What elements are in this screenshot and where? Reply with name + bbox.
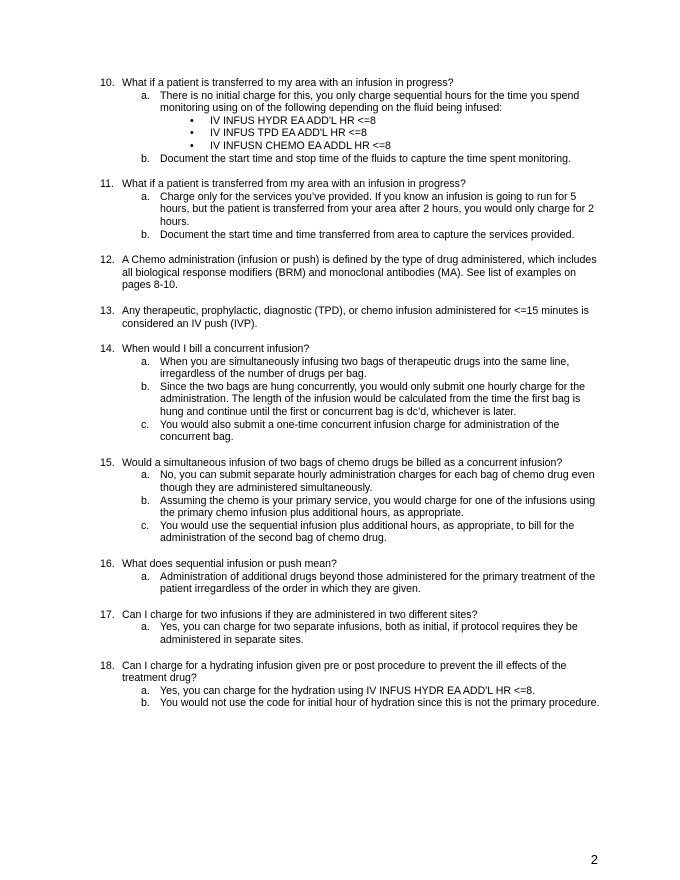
answer-text: Document the start time and stop time of the fluids to capture the time spent monitoring.: [160, 152, 572, 165]
answer-text: No, you can submit separate hourly administration charges for each bag of chemo drug even though they are administered simultaneously.: [160, 469, 595, 495]
answer-item: [122, 191, 602, 229]
answer-item: [122, 381, 602, 419]
answer-letter: b.: [141, 697, 150, 710]
question-number: 11.: [100, 178, 114, 191]
question-number: 16.: [100, 558, 115, 570]
bullet-dot-icon: •: [190, 127, 194, 140]
question-14: [100, 343, 602, 444]
answer-item: [122, 356, 602, 381]
answer-item: [122, 495, 602, 520]
question-11: [100, 178, 602, 241]
bullet-text: IV INFUS HYDR EA ADD'L HR <=8: [210, 114, 376, 127]
question-number: 12.: [100, 254, 115, 267]
answer-text: Since the two bags are hung concurrently, you would only submit one hourly charge for the administration. The length of the infusion would be calculated from the time the first bag is hung and continue until the first or concurrent bag is dc’d, whichever is later.: [160, 380, 585, 419]
question-17: [100, 609, 602, 647]
answer-text: When you are simultaneously infusing two bags of therapeutic drugs into the same line, irregardless of the number of drugs per bag.: [160, 355, 570, 381]
answer-letter: b.: [141, 494, 150, 507]
faq-list: [100, 77, 602, 723]
question-text: A Chemo administration (infusion or push) is defined by the type of drug administered, which includes all biological response modifiers (BRM) and monoclonal antibodies (MA). See list of examples on pages 8-10.: [122, 254, 597, 292]
question-12: [100, 254, 602, 292]
answer-letter: a.: [141, 89, 150, 102]
question-text: Can I charge for a hydrating infusion given pre or post procedure to prevent the ill effects of the treatment drug?: [122, 659, 567, 685]
bullet-dot-icon: •: [190, 139, 194, 152]
question-number: 15.: [100, 456, 115, 469]
answer-letter: a.: [141, 684, 150, 697]
answer-letter: a.: [141, 621, 150, 634]
answer-item: [122, 520, 602, 545]
question-text: When would I bill a concurrent infusion?: [122, 343, 310, 356]
question-13: [100, 305, 602, 330]
question-number: 13.: [100, 304, 115, 317]
question-text: What if a patient is transferred from my area with an infusion in progress?: [122, 178, 466, 191]
question-number: 10.: [100, 77, 115, 89]
page-number: 2: [590, 852, 598, 867]
answer-item: [122, 229, 602, 242]
answer-text: You would not use the code for initial hour of hydration since this is not the primary procedure.: [160, 697, 600, 710]
answer-letter: c.: [141, 519, 150, 532]
question-text: Can I charge for two infusions if they are administered in two different sites?: [122, 608, 478, 621]
answer-text: Document the start time and time transferred from area to capture the services provided.: [160, 228, 575, 241]
answer-item: [122, 90, 602, 115]
answer-item: [122, 685, 602, 698]
question-number: 18.: [100, 659, 115, 672]
bullet-item: [122, 115, 602, 128]
question-10: [100, 77, 602, 165]
answer-text: Assuming the chemo is your primary service, you would charge for one of the infusions using the primary chemo infusion plus additional hours, as appropriate.: [160, 494, 596, 520]
question-text: What if a patient is transferred to my area with an infusion in progress?: [122, 77, 454, 89]
answer-letter: b.: [141, 380, 150, 393]
answer-item: [122, 153, 602, 166]
answer-letter: c.: [141, 418, 150, 431]
bullet-text: IV INFUSN CHEMO EA ADDL HR <=8: [210, 139, 391, 152]
answer-text: Yes, you can charge for the hydration using IV INFUS HYDR EA ADD'L HR <=8.: [160, 684, 536, 697]
answer-text: You would also submit a one-time concurrent infusion charge for administration of the concurrent bag.: [160, 418, 560, 444]
answer-item: [122, 469, 602, 494]
answer-item: [122, 697, 602, 710]
question-text: What does sequential infusion or push mean?: [122, 558, 337, 570]
question-number: 14.: [100, 343, 115, 356]
question-text: Any therapeutic, prophylactic, diagnostic (TPD), or chemo infusion administered for <=15 minutes is considered an IV push (IVP).: [122, 304, 589, 330]
answer-text: Yes, you can charge for two separate infusions, both as initial, if protocol requires they be administered in separate sites.: [160, 621, 578, 646]
answer-text: Administration of additional drugs beyond those administered for the primary treatment of the patient irregardless of the order in which they are given.: [160, 570, 596, 596]
answer-text: You would use the sequential infusion plus additional hours, as appropriate, to bill for the administration of the second bag of chemo drug.: [160, 519, 575, 545]
question-number: 17.: [100, 608, 115, 621]
question-18: [100, 660, 602, 710]
bullet-text: IV INFUS TPD EA ADD'L HR <=8: [210, 127, 367, 140]
answer-item: [122, 571, 602, 596]
bullet-item: [122, 127, 602, 140]
answer-item: [122, 621, 602, 646]
answer-text: There is no initial charge for this, you only charge sequential hours for the time you spend monitoring using on of the following depending on the fluid being infused:: [160, 89, 580, 115]
bullet-dot-icon: •: [190, 114, 194, 127]
answer-text: Charge only for the services you’ve provided. If you know an infusion is going to run for 5 hours, but the patient is transferred from your area after 2 hours, you would only charge for 2 hours.: [160, 190, 594, 228]
answer-letter: a.: [141, 570, 150, 583]
answer-letter: b.: [141, 152, 150, 165]
question-16: [100, 558, 602, 596]
bullet-item: [122, 140, 602, 153]
answer-letter: b.: [141, 228, 150, 241]
question-15: [100, 457, 602, 545]
answer-letter: a.: [141, 355, 150, 368]
answer-item: [122, 419, 602, 444]
answer-letter: a.: [141, 469, 150, 482]
question-text: Would a simultaneous infusion of two bags of chemo drugs be billed as a concurrent infusion?: [122, 456, 563, 469]
answer-letter: a.: [141, 190, 150, 203]
